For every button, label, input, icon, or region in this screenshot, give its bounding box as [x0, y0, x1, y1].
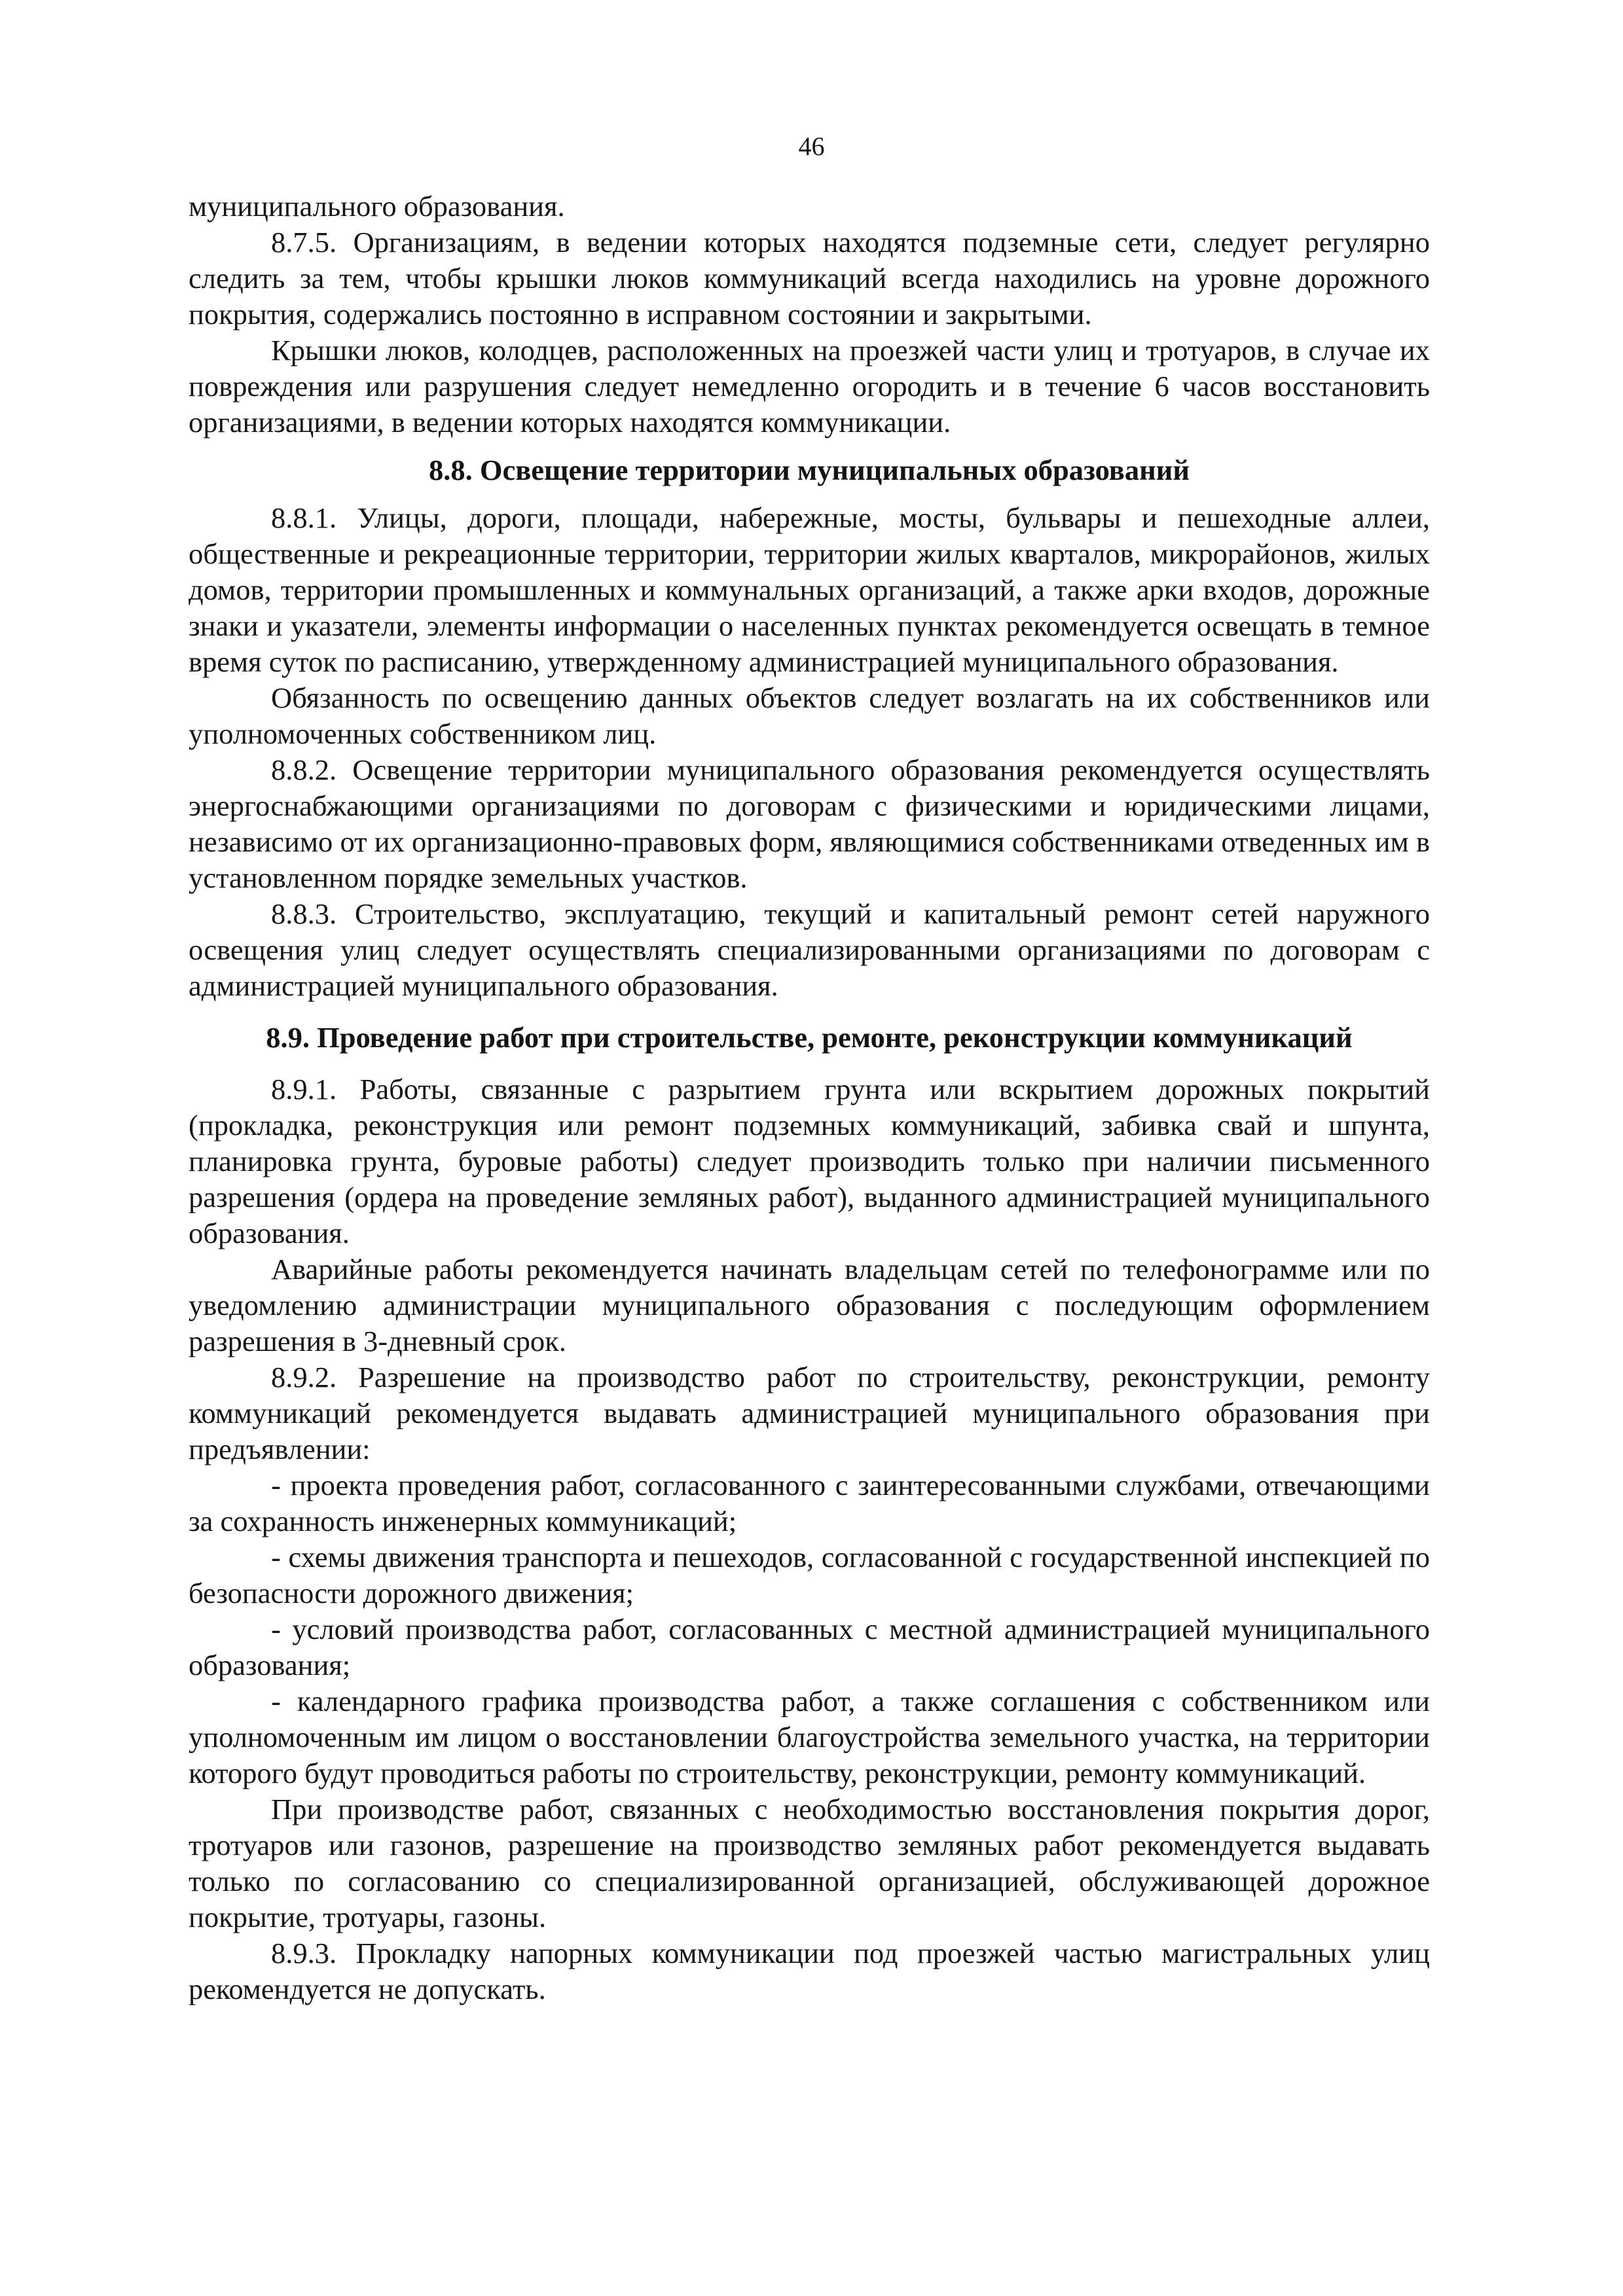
paragraph-lighting-obligation: Обязанность по освещению данных объектов следует возлагать на их собственников или уполномоченных собственником лиц. — [189, 681, 1430, 750]
paragraph-8-8-3: 8.8.3. Строительство, эксплуатацию, текущий и капитальный ремонт сетей наружного освещения улиц следует осуществлять специализированными организациями по договорам с администрацией муниципального образования. — [189, 897, 1430, 1002]
document-body — [189, 188, 1430, 2007]
paragraph-continuation: муниципального образования. — [189, 190, 565, 223]
section-heading-8-9: 8.9. Проведение работ при строительстве, ремонте, реконструкции коммуникаций — [266, 1021, 1353, 1054]
paragraph-8-9-1: 8.9.1. Работы, связанные с разрытием грунта или вскрытием дорожных покрытий (прокладка, реконструкция или ремонт подземных коммуникаций, забивка свай и шпунта, планировка грунта, буровые работы) следует производить только при наличии письменного разрешения (ордера на проведение земляных работ), выданного администрацией муниципального образования. — [189, 1073, 1430, 1249]
paragraph-8-9-2: 8.9.2. Разрешение на производство работ по строительству, реконструкции, ремонту коммуникаций рекомендуется выдавать администрацией муниципального образования при предъявлении: — [189, 1361, 1430, 1465]
list-item-traffic-scheme: - схемы движения транспорта и пешеходов, согласованной с государственной инспекцией по безопасности дорожного движения; — [189, 1541, 1430, 1609]
paragraph-restoration: При производстве работ, связанных с необходимостью восстановления покрытия дорог, тротуаров или газонов, разрешение на производство земляных работ рекомендуется выдавать только по согласованию со специализированной организацией, обслуживающей дорожное покрытие, тротуары, газоны. — [189, 1793, 1430, 1933]
paragraph-manhole-covers: Крышки люков, колодцев, расположенных на проезжей части улиц и тротуаров, в случае их повреждения или разрушения следует немедленно огородить и в течение 6 часов восстановить организациями, в ведении которых находятся коммуникации. — [189, 334, 1430, 439]
paragraph-8-9-3: 8.9.3. Прокладку напорных коммуникации под проезжей частью магистральных улиц рекомендуется не допускать. — [189, 1937, 1430, 2005]
page-number: 46 — [798, 132, 825, 161]
paragraph-8-8-1: 8.8.1. Улицы, дороги, площади, набережные, мосты, бульвары и пешеходные аллеи, общественные и рекреационные территории, территории жилых кварталов, микрорайонов, жилых домов, территории промышленных и коммунальных организаций, а также арки входов, дорожные знаки и указатели, элементы информации о населенных пунктах рекомендуется освещать в темное время суток по расписанию, утвержденному администрацией муниципального образования. — [189, 501, 1430, 678]
paragraph-emergency-works: Аварийные работы рекомендуется начинать владельцам сетей по телефонограмме или по уведомлению администрации муниципального образования с последующим оформлением разрешения в 3-дневный срок. — [189, 1253, 1430, 1357]
paragraph-8-7-5: 8.7.5. Организациям, в ведении которых находятся подземные сети, следует регулярно следить за тем, чтобы крышки люков коммуникаций всегда находились на уровне дорожного покрытия, содержались постоянно в исправном состоянии и закрытыми. — [189, 226, 1430, 331]
paragraph-8-8-2: 8.8.2. Освещение территории муниципального образования рекомендуется осуществлять энергоснабжающими организациями по договорам с физическими и юридическими лицами, независимо от их организационно-правовых форм, являющимися собственниками отведенных им в установленном порядке земельных участков. — [189, 753, 1430, 894]
section-heading-8-8: 8.8. Освещение территории муниципальных образований — [428, 454, 1190, 486]
list-item-project: - проекта проведения работ, согласованного с заинтересованными службами, отвечающими за сохранность инженерных коммуникаций; — [189, 1469, 1430, 1537]
list-item-work-conditions: - условий производства работ, согласованных с местной администрацией муниципального образования; — [189, 1613, 1430, 1681]
list-item-schedule: - календарного графика производства работ, а также соглашения с собственником или уполномоченным им лицом о восстановлении благоустройства земельного участка, на территории которого будут проводиться работы по строительству, реконструкции, ремонту коммуникаций. — [189, 1685, 1430, 1789]
